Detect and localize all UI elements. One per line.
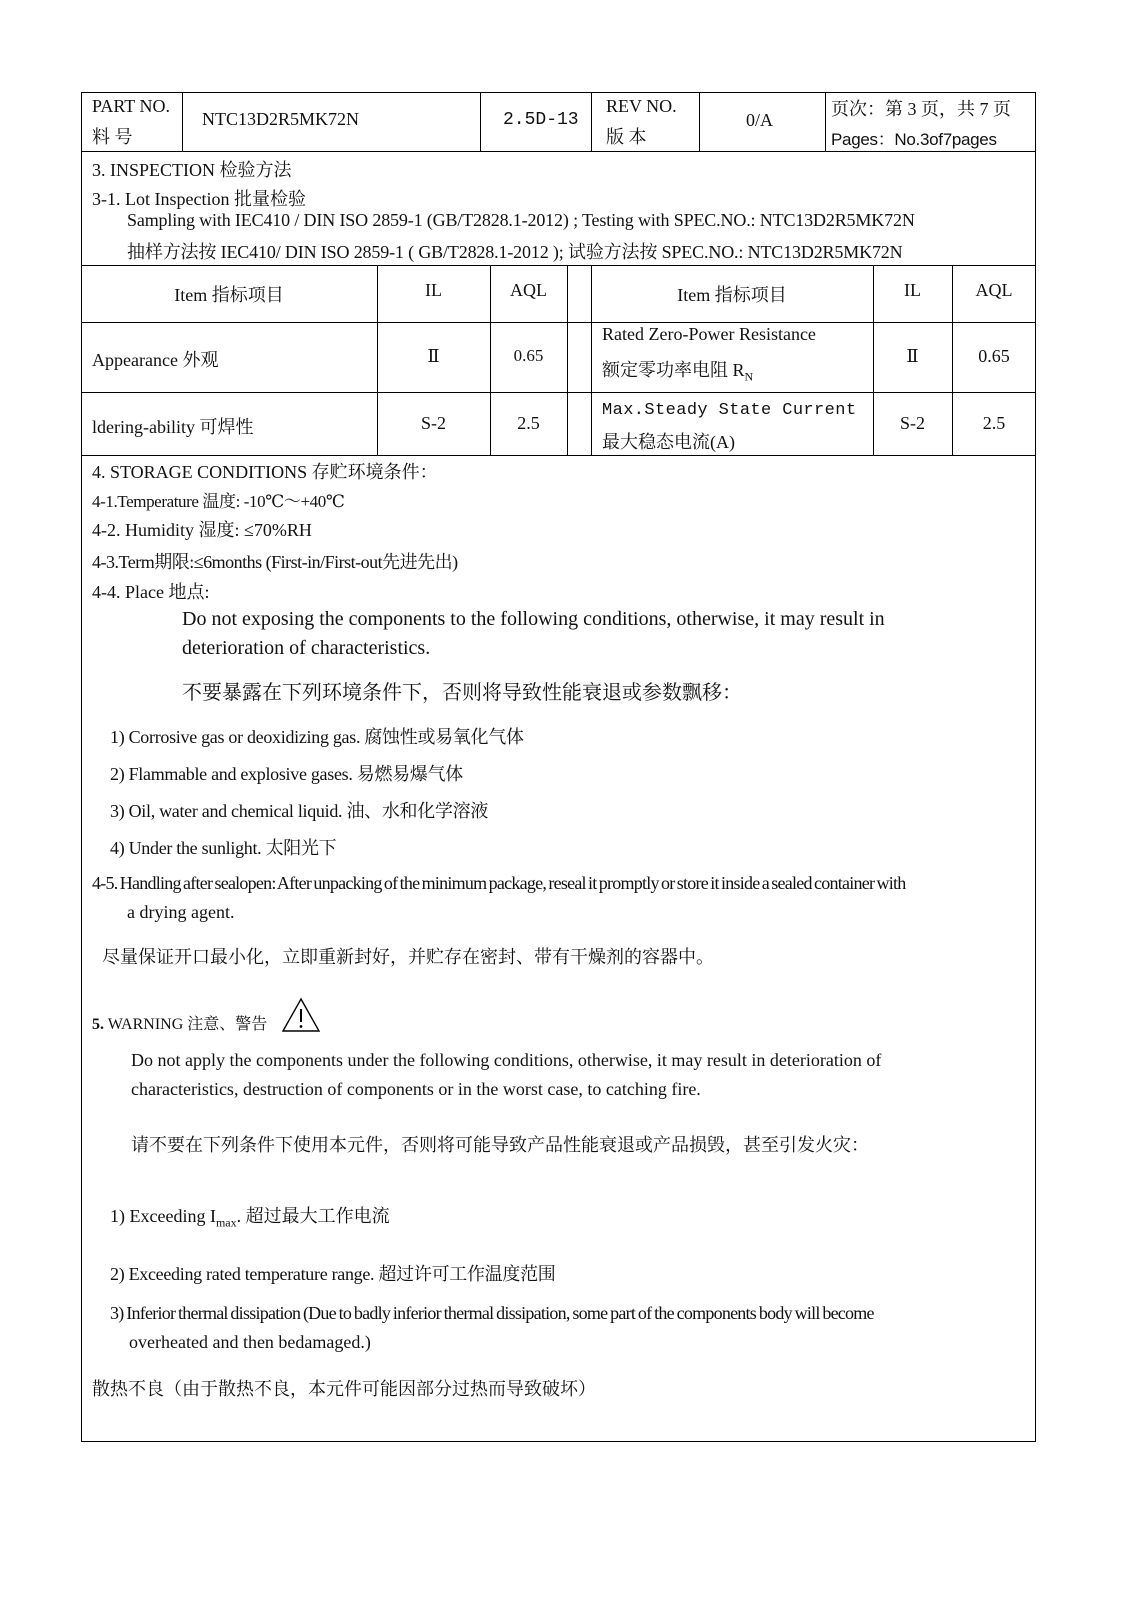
handling-text-1: 4-5. Handling after sealopen: After unpacking of the minimum package, reseal it promptly or store it inside a sealed container with	[92, 873, 906, 893]
storage-term: 4-3.Term期限:≤6months (First-in/First-out先进先出)	[92, 552, 458, 572]
right-row2-item-cn: 最大稳态电流(A)	[602, 432, 735, 452]
storage-item-2-en: 2) Flammable and explosive gases.	[110, 764, 353, 784]
storage-item-3-cn: 油、水和化学溶液	[346, 801, 489, 821]
warning-item-3-line-1: 3) Inferior thermal dissipation (Due to badly inferior thermal dissipation, some part of the components body will become	[110, 1303, 874, 1323]
warning-item-1	[110, 1202, 390, 1231]
right-row1-item-sub: N	[744, 369, 754, 384]
spec-code: 2.5D-13	[503, 110, 579, 130]
part-no-label-cn: 料 号	[92, 127, 133, 147]
storage-item-2-cn: 易燃易爆气体	[356, 764, 463, 784]
warning-item-1-en: 1) Exceeding I	[110, 1206, 216, 1226]
left-row1-aql: 0.65	[513, 346, 544, 365]
left-row1-item: Appearance 外观	[92, 350, 219, 370]
handling-text-2: a drying agent.	[127, 902, 235, 922]
sampling-cn: 抽样方法按 IEC410/ DIN ISO 2859-1 ( GB/T2828.1-2012 ); 试验方法按 SPEC.NO.: NTC13D2R5MK72N	[127, 242, 903, 262]
right-header-item: Item 指标项目	[677, 284, 787, 305]
warning-item-2-en: 2) Exceeding rated temperature range.	[110, 1264, 375, 1284]
storage-item-1	[110, 723, 524, 749]
warning-item-2-cn: 超过许可工作温度范围	[378, 1264, 556, 1284]
left-row2-il: S-2	[420, 413, 446, 433]
storage-item-4	[110, 834, 336, 860]
warning-text-en-1: Do not apply the components under the following conditions, otherwise, it may result in deterioration of	[131, 1050, 882, 1070]
right-row1-il: Ⅱ	[906, 345, 919, 366]
storage-item-1-cn: 腐蚀性或易氧化气体	[364, 727, 524, 747]
warning-item-3-cn: 散热不良（由于散热不良，本元件可能因部分过热而导致破坏）	[92, 1379, 596, 1399]
storage-place: 4-4. Place 地点:	[92, 582, 210, 602]
storage-item-4-en: 4) Under the sunlight.	[110, 838, 262, 858]
table-col-3	[567, 265, 568, 455]
storage-item-4-cn: 太阳光下	[265, 838, 337, 858]
handling-text-cn: 尽量保证开口最小化，立即重新封好，并贮存在密封、带有干燥剂的容器中。	[102, 947, 714, 967]
storage-humidity: 4-2. Humidity 湿度: ≤70%RH	[92, 520, 312, 540]
right-row2-il: S-2	[899, 413, 925, 433]
header-divider-4	[699, 92, 700, 151]
rev-no-label-en: REV NO.	[606, 96, 677, 116]
page-number-en: Pages：No.3of7pages	[831, 130, 997, 149]
place-text-en-1: Do not exposing the components to the following conditions, otherwise, it may result in	[182, 608, 885, 630]
part-no-value: NTC13D2R5MK72N	[202, 109, 360, 129]
storage-item-2	[110, 760, 463, 786]
sampling-en: Sampling with IEC410 / DIN ISO 2859-1 (GB/T2828.1-2012) ; Testing with SPEC.NO.: NTC13D2R5MK72N	[127, 210, 915, 230]
left-row2-item: ldering-ability 可焊性	[92, 417, 254, 437]
right-row1-item-en: Rated Zero-Power Resistance	[602, 324, 816, 344]
lot-inspection-title: 3-1. Lot Inspection 批量检验	[92, 189, 306, 209]
inspection-title: 3. INSPECTION 检验方法	[92, 160, 292, 180]
right-header-aql: AQL	[975, 279, 1013, 300]
place-text-en-2: deterioration of characteristics.	[182, 637, 431, 659]
right-row1-item-cn-text: 额定零功率电阻 R	[602, 360, 745, 380]
warning-item-1-sub: max	[215, 1215, 237, 1230]
header-divider-1	[182, 92, 183, 151]
warning-text-cn: 请不要在下列条件下使用本元件，否则将可能导致产品性能衰退或产品损毁，甚至引发火灾：	[131, 1135, 869, 1155]
place-text-cn: 不要暴露在下列环境条件下，否则将导致性能衰退或参数飘移：	[182, 682, 742, 704]
warning-text-en-2: characteristics, destruction of components or in the worst case, to catching fire.	[131, 1079, 701, 1099]
right-row1-aql: 0.65	[978, 345, 1010, 366]
left-header-item: Item 指标项目	[174, 284, 284, 305]
warning-title: WARNING 注意、警告	[104, 1016, 268, 1033]
right-header-il: IL	[904, 279, 921, 300]
left-row1-il: Ⅱ	[427, 345, 440, 366]
header-bottom-rule	[81, 151, 1036, 152]
storage-title: 4. STORAGE CONDITIONS 存贮环境条件：	[92, 462, 438, 482]
warning-item-1-dot: .	[236, 1206, 242, 1226]
storage-item-1-en: 1) Corrosive gas or deoxidizing gas.	[110, 727, 361, 747]
storage-temperature: 4-1.Temperature 温度: -10℃～+40℃	[92, 492, 345, 511]
warning-item-2	[110, 1260, 555, 1286]
left-row2-aql: 2.5	[517, 413, 540, 433]
right-row2-aql: 2.5	[982, 413, 1006, 433]
warning-triangle-icon	[281, 997, 321, 1033]
warning-item-3-line-2: overheated and then bedamaged.)	[129, 1332, 371, 1352]
right-row2-item-en: Max.Steady State Current	[602, 401, 857, 420]
warning-item-1-cn: 超过最大工作电流	[245, 1206, 390, 1226]
header-divider-3	[591, 92, 592, 151]
header-divider-2	[480, 92, 481, 151]
rev-value: 0/A	[746, 110, 773, 130]
header-divider-5	[825, 92, 826, 151]
table-bottom-rule	[81, 455, 1036, 456]
storage-item-3-en: 3) Oil, water and chemical liquid.	[110, 801, 343, 821]
left-header-aql: AQL	[510, 279, 547, 300]
left-header-il: IL	[425, 279, 442, 300]
right-row1-item-cn	[602, 356, 753, 385]
rev-no-label-cn: 版 本	[606, 127, 647, 147]
storage-item-3	[110, 797, 488, 823]
warning-number: 5.	[92, 1016, 104, 1033]
part-no-label-en: PART NO.	[92, 96, 170, 116]
page-number-cn: 页次：第 3 页，共 7 页	[831, 99, 1011, 119]
warning-heading	[92, 1011, 267, 1034]
